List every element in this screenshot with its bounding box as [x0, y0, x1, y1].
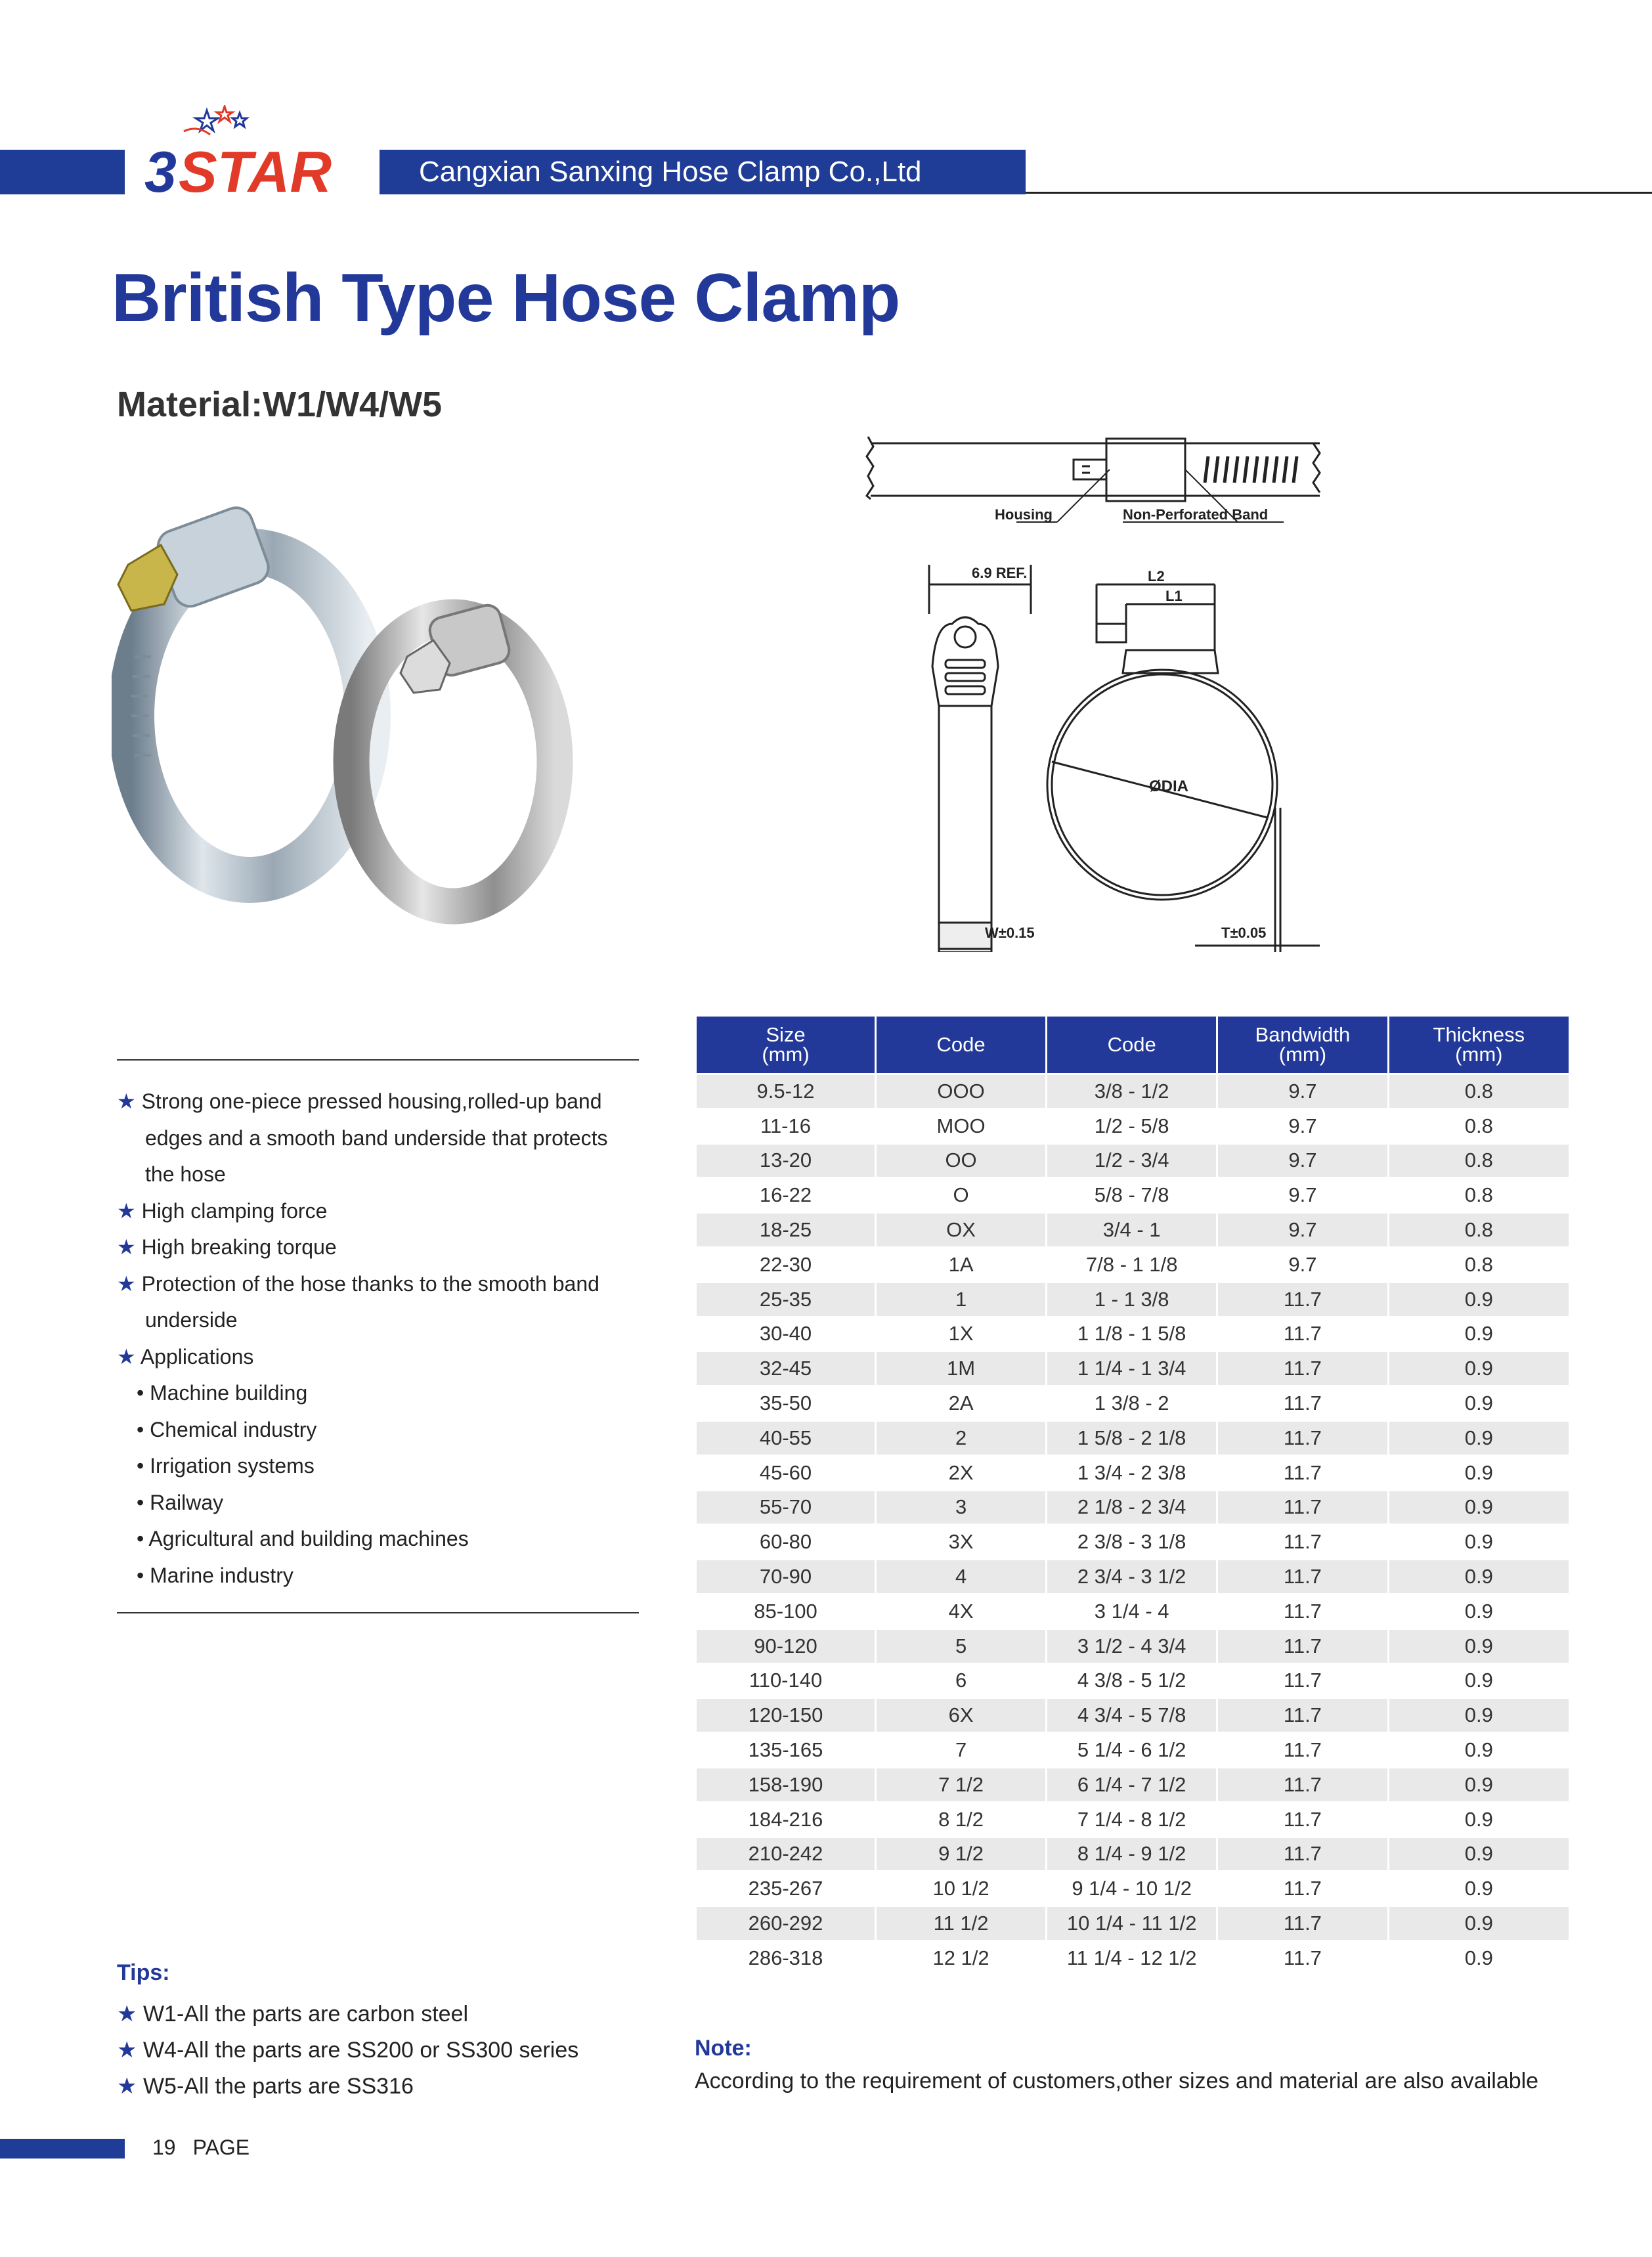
table-cell: 0.8: [1389, 1179, 1569, 1212]
table-cell: 40-55: [697, 1422, 875, 1455]
width-label: W±0.15: [985, 925, 1035, 941]
table-cell: 0.9: [1389, 1283, 1569, 1316]
table-cell: 10 1/2: [877, 1872, 1045, 1905]
table-cell: 32-45: [697, 1352, 875, 1385]
company-name: Cangxian Sanxing Hose Clamp Co.,Ltd: [380, 150, 1026, 194]
table-cell: 7 1/2: [877, 1768, 1045, 1801]
table-cell: 235-267: [697, 1872, 875, 1905]
feature-item-cont: edges and a smooth band underside that protects: [145, 1126, 608, 1150]
diameter-label: ØDIA: [1149, 778, 1188, 795]
table-cell: 0.9: [1389, 1803, 1569, 1836]
table-cell: 0.9: [1389, 1422, 1569, 1455]
table-cell: 11.7: [1218, 1595, 1387, 1628]
table-row: [697, 1283, 1569, 1316]
table-row: [697, 1075, 1569, 1108]
table-cell: 0.9: [1389, 1595, 1569, 1628]
table-row: [697, 1110, 1569, 1143]
table-cell: 13-20: [697, 1145, 875, 1177]
table-cell: 135-165: [697, 1734, 875, 1766]
table-row: [697, 1803, 1569, 1836]
page-footer: [152, 2136, 267, 2160]
table-cell: 120-150: [697, 1699, 875, 1732]
application-item: • Marine industry: [137, 1563, 293, 1587]
table-cell: 158-190: [697, 1768, 875, 1801]
table-row: [697, 1838, 1569, 1871]
table-cell: 184-216: [697, 1803, 875, 1836]
table-header-row: [697, 1017, 1569, 1073]
table-cell: 9.5-12: [697, 1075, 875, 1108]
table-cell: 11.7: [1218, 1491, 1387, 1524]
l2-label: L2: [1148, 568, 1165, 584]
tips-heading: Tips:: [117, 1960, 170, 1985]
table-cell: 0.8: [1389, 1214, 1569, 1246]
table-cell: OOO: [877, 1075, 1045, 1108]
thickness-label: T±0.05: [1221, 925, 1267, 941]
circle-view-diagram: [1031, 558, 1333, 952]
application-item: • Chemical industry: [137, 1417, 317, 1441]
table-cell: 1: [877, 1283, 1045, 1316]
table-cell: 0.9: [1389, 1525, 1569, 1558]
table-cell: 11.7: [1218, 1318, 1387, 1351]
table-cell: 2X: [877, 1457, 1045, 1489]
table-cell: 11-16: [697, 1110, 875, 1143]
logo-star-icon: [217, 106, 232, 121]
table-row: [697, 1768, 1569, 1801]
table-cell: 11.7: [1218, 1907, 1387, 1940]
table-cell: 4 3/8 - 5 1/2: [1047, 1665, 1216, 1698]
table-cell: 0.9: [1389, 1907, 1569, 1940]
table-cell: 3/8 - 1/2: [1047, 1075, 1216, 1108]
table-cell: 11.7: [1218, 1352, 1387, 1385]
table-cell: 0.9: [1389, 1665, 1569, 1698]
feature-item-cont: the hose: [145, 1162, 226, 1186]
table-cell: 7 1/4 - 8 1/2: [1047, 1803, 1216, 1836]
table-cell: 6 1/4 - 7 1/2: [1047, 1768, 1216, 1801]
feature-item-cont: underside: [145, 1308, 238, 1332]
housing-label: Housing: [995, 506, 1053, 523]
star-icon: ★: [117, 1271, 136, 1296]
table-cell: 1 5/8 - 2 1/8: [1047, 1422, 1216, 1455]
star-icon: ★: [117, 2002, 137, 2027]
table-cell: 0.9: [1389, 1699, 1569, 1732]
table-row: [697, 1560, 1569, 1593]
star-icon: ★: [117, 2038, 137, 2063]
table-cell: 25-35: [697, 1283, 875, 1316]
table-row: [697, 1872, 1569, 1905]
table-cell: 90-120: [697, 1630, 875, 1663]
table-cell: 16-22: [697, 1179, 875, 1212]
table-cell: 110-140: [697, 1665, 875, 1698]
star-icon: ★: [117, 1089, 136, 1113]
application-item: • Railway: [137, 1490, 224, 1514]
table-cell: 11.7: [1218, 1457, 1387, 1489]
table-cell: 11 1/2: [877, 1907, 1045, 1940]
table-cell: 9.7: [1218, 1248, 1387, 1281]
ref-label: 6.9 REF.: [972, 565, 1028, 581]
table-cell: 0.9: [1389, 1838, 1569, 1871]
table-cell: 9 1/4 - 10 1/2: [1047, 1872, 1216, 1905]
table-cell: 0.8: [1389, 1110, 1569, 1143]
table-cell: 11.7: [1218, 1803, 1387, 1836]
table-cell: 1/2 - 5/8: [1047, 1110, 1216, 1143]
table-cell: 0.9: [1389, 1734, 1569, 1766]
star-icon: ★: [117, 2074, 137, 2099]
table-cell: 1 - 1 3/8: [1047, 1283, 1216, 1316]
table-cell: 0.9: [1389, 1352, 1569, 1385]
table-cell: 0.9: [1389, 1630, 1569, 1663]
table-cell: MOO: [877, 1110, 1045, 1143]
table-cell: 11.7: [1218, 1734, 1387, 1766]
band-label: Non-Perforated Band: [1123, 506, 1269, 523]
table-cell: 2 3/4 - 3 1/2: [1047, 1560, 1216, 1593]
table-cell: 11.7: [1218, 1838, 1387, 1871]
material-heading: Material:W1/W4/W5: [117, 385, 443, 424]
table-cell: 0.9: [1389, 1872, 1569, 1905]
table-cell: 9.7: [1218, 1214, 1387, 1246]
company-logo: [144, 105, 361, 197]
l1-label: L1: [1165, 588, 1183, 604]
table-cell: OX: [877, 1214, 1045, 1246]
table-cell: 0.8: [1389, 1248, 1569, 1281]
page-number: 19: [152, 2136, 176, 2159]
table-cell: 7/8 - 1 1/8: [1047, 1248, 1216, 1281]
column-header: Code: [877, 1017, 1045, 1073]
application-item: • Agricultural and building machines: [137, 1527, 469, 1550]
table-cell: 11.7: [1218, 1872, 1387, 1905]
table-cell: 11.7: [1218, 1768, 1387, 1801]
table-row: [697, 1248, 1569, 1281]
table-cell: 4: [877, 1560, 1045, 1593]
feature-list: [117, 1084, 642, 1594]
svg-text:STAR: STAR: [179, 139, 332, 197]
header-rule: [1026, 192, 1652, 194]
table-cell: 0.9: [1389, 1457, 1569, 1489]
feature-item: ★ High clamping force: [117, 1198, 328, 1223]
note-heading: Note:: [695, 2036, 752, 2061]
features-top-rule: [117, 1059, 639, 1061]
table-cell: 5/8 - 7/8: [1047, 1179, 1216, 1212]
table-cell: 0.9: [1389, 1768, 1569, 1801]
table-cell: 11 1/4 - 12 1/2: [1047, 1942, 1216, 1975]
table-cell: 1X: [877, 1318, 1045, 1351]
table-cell: 12 1/2: [877, 1942, 1045, 1975]
table-cell: 6X: [877, 1699, 1045, 1732]
table-row: [697, 1214, 1569, 1246]
note-text: According to the requirement of customers,other sizes and material are also available: [695, 2069, 1539, 2093]
feature-item: ★ High breaking torque: [117, 1235, 337, 1259]
table-cell: 10 1/4 - 11 1/2: [1047, 1907, 1216, 1940]
table-cell: 60-80: [697, 1525, 875, 1558]
table-row: [697, 1699, 1569, 1732]
table-cell: 85-100: [697, 1595, 875, 1628]
table-row: [697, 1387, 1569, 1420]
table-row: [697, 1422, 1569, 1455]
table-cell: 286-318: [697, 1942, 875, 1975]
table-cell: OO: [877, 1145, 1045, 1177]
table-cell: 2 1/8 - 2 3/4: [1047, 1491, 1216, 1524]
table-cell: 3/4 - 1: [1047, 1214, 1216, 1246]
table-cell: 260-292: [697, 1907, 875, 1940]
table-cell: 1A: [877, 1248, 1045, 1281]
table-cell: 4X: [877, 1595, 1045, 1628]
table-cell: 0.8: [1389, 1075, 1569, 1108]
table-row: [697, 1491, 1569, 1524]
table-row: [697, 1145, 1569, 1177]
table-cell: 22-30: [697, 1248, 875, 1281]
table-cell: 3: [877, 1491, 1045, 1524]
table-cell: 5 1/4 - 6 1/2: [1047, 1734, 1216, 1766]
table-cell: 2: [877, 1422, 1045, 1455]
feature-item: ★ Applications: [117, 1344, 254, 1369]
table-cell: 0.9: [1389, 1387, 1569, 1420]
table-cell: 55-70: [697, 1491, 875, 1524]
table-cell: 210-242: [697, 1838, 875, 1871]
table-cell: 11.7: [1218, 1387, 1387, 1420]
table-row: [697, 1352, 1569, 1385]
footer-accent-bar: [0, 2139, 125, 2158]
application-item: • Machine building: [137, 1381, 308, 1405]
product-photo: [112, 499, 598, 959]
tip-item: ★ W4-All the parts are SS200 or SS300 series: [117, 2038, 579, 2063]
svg-text:3: 3: [144, 139, 177, 197]
star-icon: ★: [117, 1344, 136, 1369]
table-row: [697, 1179, 1569, 1212]
table-cell: 3 1/2 - 4 3/4: [1047, 1630, 1216, 1663]
band-diagram: [860, 430, 1333, 542]
table-cell: 35-50: [697, 1387, 875, 1420]
table-cell: 9.7: [1218, 1110, 1387, 1143]
star-icon: ★: [117, 1198, 136, 1223]
table-cell: 11.7: [1218, 1422, 1387, 1455]
column-header: Size (mm): [697, 1017, 875, 1073]
table-row: [697, 1907, 1569, 1940]
table-cell: 0.9: [1389, 1942, 1569, 1975]
table-cell: 9.7: [1218, 1179, 1387, 1212]
table-cell: 1 3/4 - 2 3/8: [1047, 1457, 1216, 1489]
table-cell: 3X: [877, 1525, 1045, 1558]
page-title: British Type Hose Clamp: [112, 260, 900, 336]
table-cell: 11.7: [1218, 1699, 1387, 1732]
table-cell: 9.7: [1218, 1145, 1387, 1177]
header-accent-bar: [0, 150, 125, 194]
features-bottom-rule: [117, 1612, 639, 1613]
table-cell: 11.7: [1218, 1283, 1387, 1316]
table-cell: 18-25: [697, 1214, 875, 1246]
page-label: PAGE: [192, 2136, 250, 2159]
table-cell: 3 1/4 - 4: [1047, 1595, 1216, 1628]
table-cell: 45-60: [697, 1457, 875, 1489]
table-cell: O: [877, 1179, 1045, 1212]
table-row: [697, 1525, 1569, 1558]
column-header: Code: [1047, 1017, 1216, 1073]
column-header: Thickness (mm): [1389, 1017, 1569, 1073]
table-row: [697, 1318, 1569, 1351]
table-cell: 2A: [877, 1387, 1045, 1420]
table-cell: 5: [877, 1630, 1045, 1663]
application-item: • Irrigation systems: [137, 1454, 315, 1478]
table-cell: 9 1/2: [877, 1838, 1045, 1871]
table-cell: 2 3/8 - 3 1/8: [1047, 1525, 1216, 1558]
table-row: [697, 1734, 1569, 1766]
tip-item: ★ W1-All the parts are carbon steel: [117, 2002, 469, 2027]
table-cell: 9.7: [1218, 1075, 1387, 1108]
table-cell: 4 3/4 - 5 7/8: [1047, 1699, 1216, 1732]
star-icon: ★: [117, 1235, 136, 1259]
table-cell: 1/2 - 3/4: [1047, 1145, 1216, 1177]
table-cell: 30-40: [697, 1318, 875, 1351]
table-cell: 7: [877, 1734, 1045, 1766]
table-cell: 8 1/4 - 9 1/2: [1047, 1838, 1216, 1871]
table-cell: 0.9: [1389, 1560, 1569, 1593]
table-cell: 11.7: [1218, 1630, 1387, 1663]
table-cell: 1 1/4 - 1 3/4: [1047, 1352, 1216, 1385]
logo-star-icon: [232, 113, 247, 127]
table-row: [697, 1595, 1569, 1628]
table-cell: 0.8: [1389, 1145, 1569, 1177]
tips-list: [117, 1996, 578, 2105]
table-cell: 1 3/8 - 2: [1047, 1387, 1216, 1420]
feature-item: ★ Protection of the hose thanks to the smooth band: [117, 1271, 599, 1296]
column-header: Bandwidth (mm): [1218, 1017, 1387, 1073]
table-row: [697, 1630, 1569, 1663]
table-cell: 0.9: [1389, 1318, 1569, 1351]
table-cell: 11.7: [1218, 1665, 1387, 1698]
table-cell: 11.7: [1218, 1525, 1387, 1558]
feature-item: ★ Strong one-piece pressed housing,rolled-up band: [117, 1089, 602, 1113]
spec-table: [695, 1015, 1571, 1977]
table-row: [697, 1942, 1569, 1975]
table-cell: 11.7: [1218, 1942, 1387, 1975]
table-cell: 1M: [877, 1352, 1045, 1385]
table-row: [697, 1665, 1569, 1698]
tip-item: ★ W5-All the parts are SS316: [117, 2074, 414, 2099]
table-row: [697, 1457, 1569, 1489]
table-cell: 8 1/2: [877, 1803, 1045, 1836]
table-cell: 1 1/8 - 1 5/8: [1047, 1318, 1216, 1351]
table-cell: 11.7: [1218, 1560, 1387, 1593]
table-cell: 6: [877, 1665, 1045, 1698]
logo-star-icon: [196, 110, 218, 131]
table-cell: 70-90: [697, 1560, 875, 1593]
table-cell: 0.9: [1389, 1491, 1569, 1524]
